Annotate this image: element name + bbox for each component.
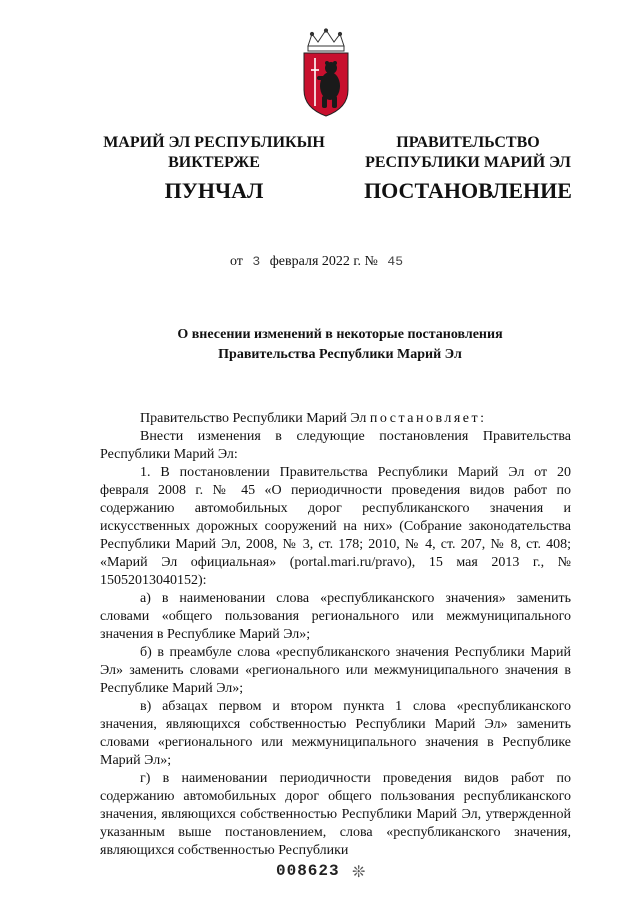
title-line1: О внесении изменений в некоторые постановления [177, 327, 503, 342]
header-right [352, 133, 584, 205]
header-left [90, 133, 338, 205]
paragraph-item-1: 1. В постановлении Правительства Республики Марий Эл от 20 февраля 2008 г. № 45 «О периодичности проведения видов работ по содержанию автомобильных дорог республиканского значения и искусственных дорожных сооружений на них» (Собрание законодательства Республики Марий Эл, 2008, № 3, ст. 178; 2010, № 4, ст. 207, № 8, ст. 408; «Марий Эл официальная» (portal.mari.ru/pravo), 15 мая 2013 г., № 15052013040152): [100, 465, 571, 588]
header-left-doc-type: ПУНЧАЛ [164, 178, 264, 203]
title-line2: Правительства Республики Марий Эл [218, 347, 462, 362]
serial-number: 008623 [276, 862, 340, 880]
header-right-line2: РЕСПУБЛИКИ МАРИЙ ЭЛ [365, 154, 571, 171]
header-right-doc-type: ПОСТАНОВЛЕНИЕ [364, 178, 572, 203]
document-title [100, 325, 580, 365]
paragraph-item-b: б) в преамбуле слова «республиканского значения Республики Марий Эл» заменить словами «регионального или межмуниципального значения в Республике Марий Эл»; [100, 645, 571, 696]
date-month-year: февраля 2022 г. № [269, 254, 378, 269]
paragraph-preamble [100, 410, 571, 428]
paragraph-item-g: г) в наименовании периодичности проведения видов работ по содержанию автомобильных дорог общего пользования республиканского значения, являющихся собственностью Республики Марий Эл, утвержденной указанным выше постановлением, слова «республиканского значения, являющихся собственностью Республики [100, 771, 571, 858]
date-line [0, 254, 639, 270]
preamble-text: Правительство Республики Марий Эл [140, 411, 370, 426]
paragraph-item-v: в) абзацах первом и втором пункта 1 слова «республиканского значения, являющихся собственностью Республики Марий Эл» заменить словами «регионального или межмуниципального значения в Республике Марий Эл»; [100, 699, 571, 768]
ornament-icon: ❊ [352, 864, 366, 881]
coat-of-arms-icon [300, 28, 352, 118]
date-prefix: от [229, 254, 243, 269]
paragraph-intro: Внести изменения в следующие постановления Правительства Республики Марий Эл: [100, 429, 571, 462]
document-number: 45 [387, 254, 404, 269]
header-left-line2: ВИКТЕРЖЕ [168, 154, 260, 171]
header-right-line1: ПРАВИТЕЛЬСТВО [396, 134, 540, 151]
date-day: 3 [252, 254, 261, 269]
header-left-line1: МАРИЙ ЭЛ РЕСПУБЛИКЫН [103, 134, 325, 151]
document-body [100, 410, 571, 860]
preamble-resolves: постановляет: [369, 411, 487, 426]
paragraph-item-a: а) в наименовании слова «республиканского значения» заменить словами «общего пользования регионального или межмуниципального значения в Республике Марий Эл»; [100, 591, 571, 642]
